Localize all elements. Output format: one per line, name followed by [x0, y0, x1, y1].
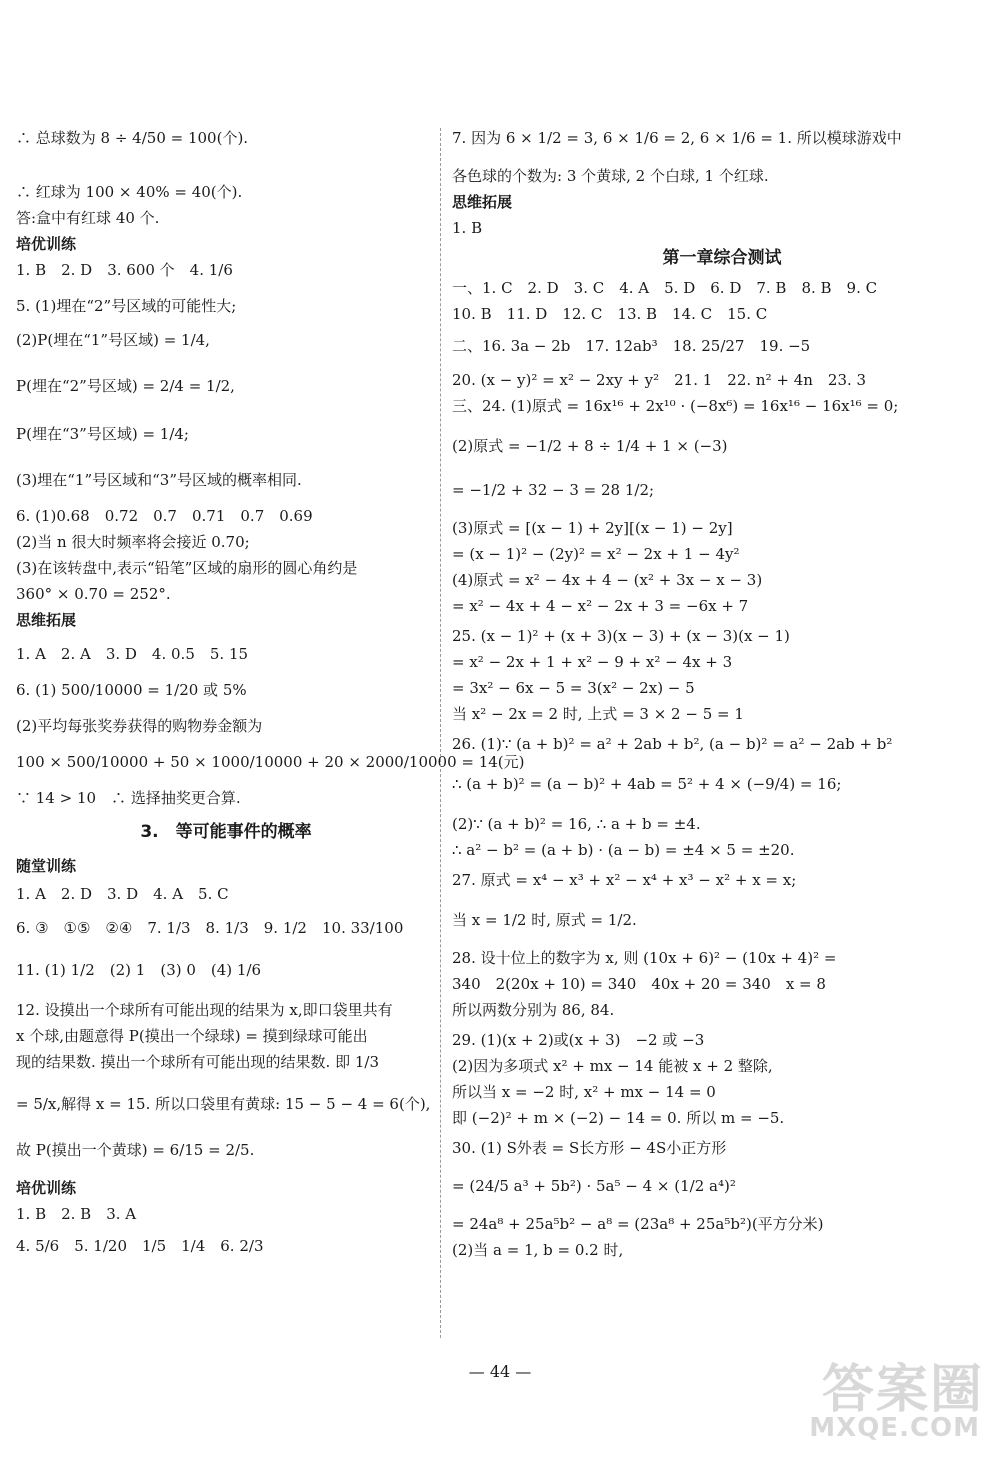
- text-line: = x² − 4x + 4 − x² − 2x + 3 = −6x + 7: [452, 597, 749, 615]
- section-heading: 思维拓展: [452, 193, 513, 211]
- text-line: (2)原式 = −1/2 + 8 ÷ 1/4 + 1 × (−3): [452, 437, 728, 455]
- text-line: 30. (1) S外表 = S长方形 − 4S小正方形: [452, 1139, 727, 1157]
- text-line: 29. (1)(x + 2)或(x + 3) −2 或 −3: [452, 1031, 705, 1049]
- text-line: (2)平均每张奖券获得的购物券金额为: [16, 717, 263, 735]
- text-line: P(埋在“3”号区域) = 1/4;: [16, 425, 189, 443]
- section-heading: 培优训练: [16, 235, 77, 253]
- text-line: 二、16. 3a − 2b 17. 12ab³ 18. 25/27 19. −5: [452, 337, 811, 355]
- section-heading: 培优训练: [16, 1179, 77, 1197]
- text-line: (2)∵ (a + b)² = 16, ∴ a + b = ±4.: [452, 815, 701, 833]
- text-line: 26. (1)∵ (a + b)² = a² + 2ab + b², (a − b)² = a² − 2ab + b²: [452, 735, 893, 753]
- text-line: 5. (1)埋在“2”号区域的可能性大;: [16, 297, 237, 315]
- section-heading: 思维拓展: [16, 611, 77, 629]
- left-column: [16, 129, 525, 1255]
- text-line: (3)在该转盘中,表示“铅笔”区域的扇形的圆心角约是: [16, 559, 358, 577]
- text-line: = x² − 2x + 1 + x² − 9 + x² − 4x + 3: [452, 653, 733, 671]
- section-heading: 随堂训练: [16, 857, 77, 875]
- watermark-url: MXQE.COM: [809, 1413, 980, 1443]
- text-line: 6. (1) 500/10000 = 1/20 或 5%: [16, 681, 247, 699]
- section-title: 3. 等可能事件的概率: [140, 822, 312, 842]
- text-line: 28. 设十位上的数字为 x, 则 (10x + 6)² − (10x + 4)² =: [452, 949, 837, 967]
- text-line: 1. B: [452, 219, 483, 237]
- text-line: = −1/2 + 32 − 3 = 28 1/2;: [452, 481, 655, 499]
- right-column: [452, 130, 992, 1258]
- text-line: ∴ a² − b² = (a + b) · (a − b) = ±4 × 5 = ±20.: [452, 841, 795, 859]
- text-line: 当 x = 1/2 时, 原式 = 1/2.: [452, 911, 637, 929]
- text-line: 一、1. C 2. D 3. C 4. A 5. D 6. D 7. B 8. B 9. C: [452, 279, 878, 297]
- text-line: (3)埋在“1”号区域和“3”号区域的概率相同.: [16, 471, 302, 489]
- text-line: ∴ 总球数为 8 ÷ 4/50 = 100(个).: [16, 129, 249, 147]
- text-line: 4. 5/6 5. 1/20 1/5 1/4 6. 2/3: [16, 1237, 264, 1255]
- text-line: (3)原式 = [(x − 1) + 2y][(x − 1) − 2y]: [452, 519, 733, 537]
- text-line: 三、24. (1)原式 = 16x¹⁶ + 2x¹⁰ · (−8x⁶) = 16x¹⁶ − 16x¹⁶ = 0;: [452, 397, 899, 415]
- text-line: 当 x² − 2x = 2 时, 上式 = 3 × 2 − 5 = 1: [452, 705, 744, 723]
- text-line: 12. 设摸出一个球所有可能出现的结果为 x,即口袋里共有: [16, 1001, 393, 1019]
- text-line: 1. A 2. A 3. D 4. 0.5 5. 15: [16, 645, 249, 663]
- text-line: P(埋在“2”号区域) = 2/4 = 1/2,: [16, 377, 235, 395]
- text-line: 1. A 2. D 3. D 4. A 5. C: [16, 885, 229, 903]
- page-number: — 44 —: [468, 1362, 532, 1381]
- section-title: 第一章综合测试: [662, 248, 782, 268]
- text-line: 20. (x − y)² = x² − 2xy + y² 21. 1 22. n² + 4n 23. 3: [452, 371, 867, 389]
- text-line: (4)原式 = x² − 4x + 4 − (x² + 3x − x − 3): [452, 571, 763, 589]
- text-line: 10. B 11. D 12. C 13. B 14. C 15. C: [452, 305, 768, 323]
- text-line: ∴ 红球为 100 × 40% = 40(个).: [16, 183, 243, 201]
- column-divider: [440, 128, 441, 1338]
- text-line: x 个球,由题意得 P(摸出一个绿球) = 摸到绿球可能出: [16, 1027, 368, 1045]
- text-line: 11. (1) 1/2 (2) 1 (3) 0 (4) 1/6: [16, 961, 262, 979]
- text-line: = 3x² − 6x − 5 = 3(x² − 2x) − 5: [452, 679, 695, 697]
- text-line: 所以两数分别为 86, 84.: [452, 1001, 615, 1019]
- text-line: 答:盒中有红球 40 个.: [16, 209, 160, 227]
- text-line: 即 (−2)² + m × (−2) − 14 = 0. 所以 m = −5.: [452, 1109, 785, 1127]
- text-line: 25. (x − 1)² + (x + 3)(x − 3) + (x − 3)(x − 1): [452, 627, 790, 645]
- text-line: ∴ (a + b)² = (a − b)² + 4ab = 5² + 4 × (−9/4) = 16;: [452, 775, 842, 793]
- text-line: (2)当 n 很大时频率将会接近 0.70;: [16, 533, 250, 551]
- text-line: = (24/5 a³ + 5b²) · 5a⁵ − 4 × (1/2 a⁴)²: [452, 1177, 736, 1195]
- text-line: (2)当 a = 1, b = 0.2 时,: [452, 1241, 624, 1259]
- text-line: (2)因为多项式 x² + mx − 14 能被 x + 2 整除,: [452, 1057, 773, 1075]
- text-line: (2)P(埋在“1”号区域) = 1/4,: [16, 331, 210, 349]
- text-line: 1. B 2. B 3. A: [16, 1205, 137, 1223]
- text-line: 340 2(20x + 10) = 340 40x + 20 = 340 x = 8: [452, 975, 826, 993]
- text-line: 6. (1)0.68 0.72 0.7 0.71 0.7 0.69: [16, 507, 313, 525]
- text-line: 各色球的个数为: 3 个黄球, 2 个白球, 1 个红球.: [452, 167, 769, 185]
- watermark: [788, 1347, 988, 1447]
- text-line: ∵ 14 > 10 ∴ 选择抽奖更合算.: [16, 789, 241, 807]
- text-line: 所以当 x = −2 时, x² + mx − 14 = 0: [452, 1083, 716, 1101]
- text-line: 故 P(摸出一个黄球) = 6/15 = 2/5.: [16, 1141, 255, 1159]
- text-line: 6. ③ ①⑤ ②④ 7. 1/3 8. 1/3 9. 1/2 10. 33/100: [16, 919, 404, 937]
- text-line: 现的结果数. 摸出一个球所有可能出现的结果数. 即 1/3: [16, 1053, 379, 1071]
- text-line: 360° × 0.70 = 252°.: [16, 585, 171, 603]
- text-line: = 5/x,解得 x = 15. 所以口袋里有黄球: 15 − 5 − 4 = 6(个),: [16, 1095, 431, 1113]
- watermark-logo: 答案圈: [821, 1360, 984, 1420]
- text-line: = (x − 1)² − (2y)² = x² − 2x + 1 − 4y²: [452, 545, 740, 563]
- text-line: 7. 因为 6 × 1/2 = 3, 6 × 1/6 = 2, 6 × 1/6 = 1. 所以模球游戏中: [452, 129, 902, 147]
- text-line: = 24a⁸ + 25a⁵b² − a⁸ = (23a⁸ + 25a⁵b²)(平方分米): [452, 1215, 824, 1233]
- text-line: 100 × 500/10000 + 50 × 1000/10000 + 20 × 2000/10000 = 14(元): [16, 753, 525, 771]
- text-line: 1. B 2. D 3. 600 个 4. 1/6: [16, 261, 233, 279]
- text-line: 27. 原式 = x⁴ − x³ + x² − x⁴ + x³ − x² + x = x;: [452, 871, 797, 889]
